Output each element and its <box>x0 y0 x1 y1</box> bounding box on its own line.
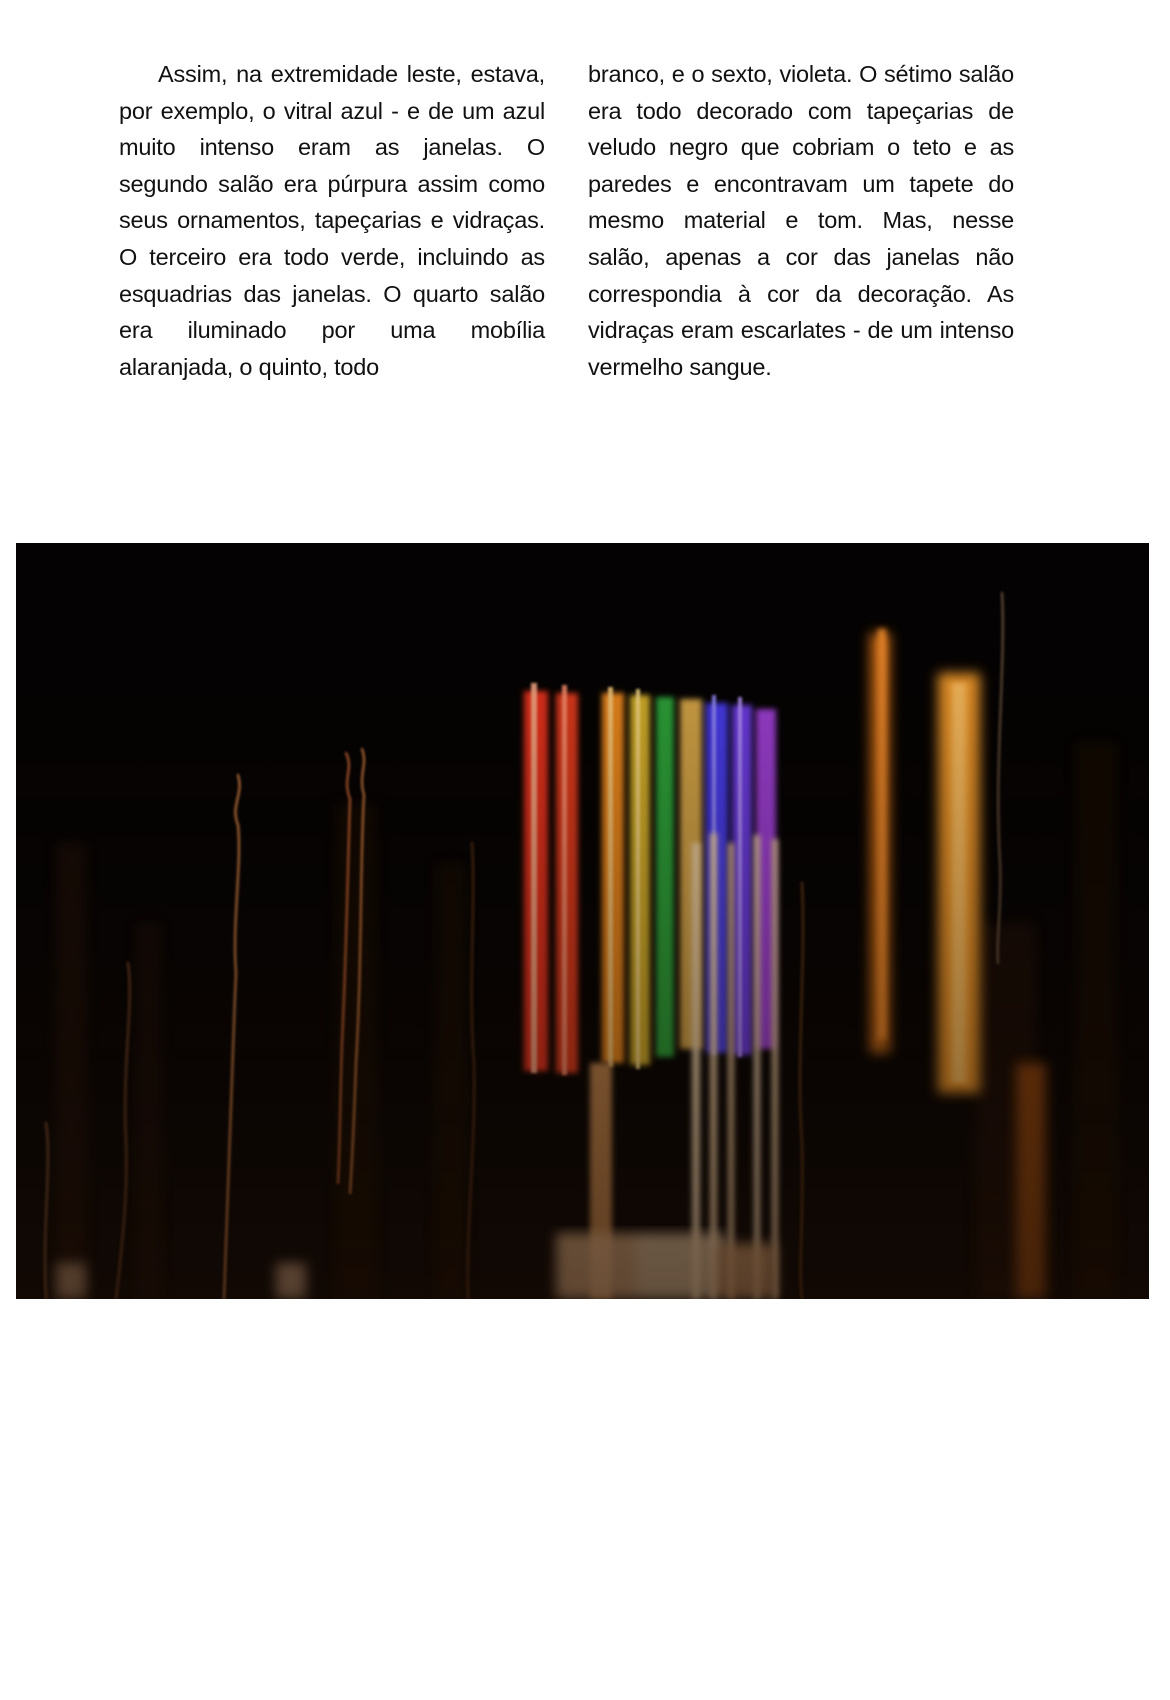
photo-light-trails <box>16 543 1149 1299</box>
paragraph-left-column: Assim, na extremidade leste, estava, por exemplo, o vitral azul - e de um azul muito intenso eram as janelas. O segundo salão era púrpura assim como seus ornamentos, tapeçarias e vidraças. O terceiro era todo verde, incluindo as esquadrias das janelas. O quarto salão era iluminado por uma mobília alaranjada, o quinto, todo <box>119 61 545 380</box>
text-columns <box>119 56 1014 385</box>
paragraph-right-column: branco, e o sexto, violeta. O sétimo salão era todo decorado com tapeçarias de veludo negro que cobriam o teto e as paredes e encontravam um tapete do mesmo material e tom. Mas, nesse salão, apenas a cor das janelas não correspondia à cor da decoração. As vidraças eram escarlates - de um intenso vermelho sangue. <box>588 61 1014 380</box>
motion-blur-photo <box>16 543 1149 1299</box>
